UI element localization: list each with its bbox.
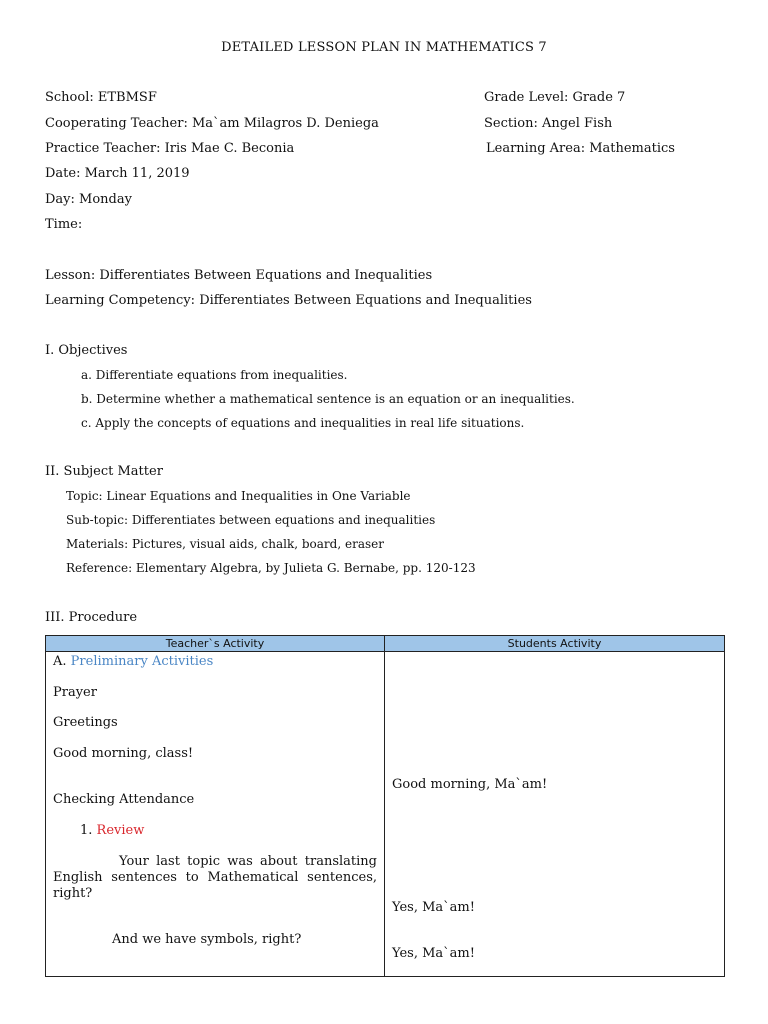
procedure-table	[45, 635, 725, 977]
student-reply: Good morning, Ma`am!	[392, 777, 548, 792]
table-row	[46, 652, 725, 977]
school-field: School: ETBMSF	[45, 90, 157, 105]
prayer-text: Prayer	[53, 685, 97, 700]
greetings-text: Greetings	[53, 715, 118, 730]
learning-area-field: Learning Area: Mathematics	[486, 141, 675, 156]
students-activity-header: Students Activity	[385, 636, 725, 652]
competency-field: Learning Competency: Differentiates Between Equations and Inequalities	[45, 293, 532, 308]
review-label	[80, 823, 144, 838]
day-field: Day: Monday	[45, 192, 132, 207]
good-morning-text: Good morning, class!	[53, 746, 194, 761]
materials-field: Materials: Pictures, visual aids, chalk, board, eraser	[66, 537, 384, 551]
symbols-text: And we have symbols, right?	[112, 932, 302, 947]
objective-item: b. Determine whether a mathematical sentence is an equation or an inequalities.	[81, 392, 575, 406]
section-field: Section: Angel Fish	[484, 116, 613, 131]
objective-item: a. Differentiate equations from inequalities.	[81, 368, 348, 382]
student-reply: Yes, Ma`am!	[392, 900, 475, 915]
date-field: Date: March 11, 2019	[45, 166, 190, 181]
last-topic-text: Your last topic was about translating English sentences to Mathematical sentences, right?	[53, 854, 377, 901]
preliminary-activities-text: Preliminary Activities	[70, 654, 214, 669]
procedure-heading: III. Procedure	[45, 610, 138, 625]
document-title: DETAILED LESSON PLAN IN MATHEMATICS 7	[221, 40, 547, 55]
objective-item: c. Apply the concepts of equations and inequalities in real life situations.	[81, 416, 525, 430]
practice-teacher-field: Practice Teacher: Iris Mae C. Beconia	[45, 141, 295, 156]
subject-matter-heading: II. Subject Matter	[45, 464, 163, 479]
time-field: Time:	[45, 217, 83, 232]
subtopic-field: Sub-topic: Differentiates between equations and inequalities	[66, 513, 436, 527]
students-activity-cell	[385, 652, 725, 977]
reference-field: Reference: Elementary Algebra, by Julieta G. Bernabe, pp. 120-123	[66, 561, 476, 575]
lesson-field: Lesson: Differentiates Between Equations and Inequalities	[45, 268, 433, 283]
preliminary-activities-label	[53, 654, 213, 669]
objectives-heading: I. Objectives	[45, 343, 128, 358]
table-header-row	[46, 636, 725, 652]
review-text: Review	[96, 823, 145, 838]
cooperating-teacher-field: Cooperating Teacher: Ma`am Milagros D. Deniega	[45, 116, 379, 131]
topic-field: Topic: Linear Equations and Inequalities in One Variable	[66, 489, 411, 503]
teacher-activity-cell	[46, 652, 385, 977]
attendance-text: Checking Attendance	[53, 792, 195, 807]
grade-level-field: Grade Level: Grade 7	[484, 90, 626, 105]
student-reply: Yes, Ma`am!	[392, 946, 475, 961]
review-number: 1.	[80, 823, 93, 838]
section-a-prefix: A.	[53, 654, 67, 669]
teacher-activity-header: Teacher`s Activity	[46, 636, 385, 652]
